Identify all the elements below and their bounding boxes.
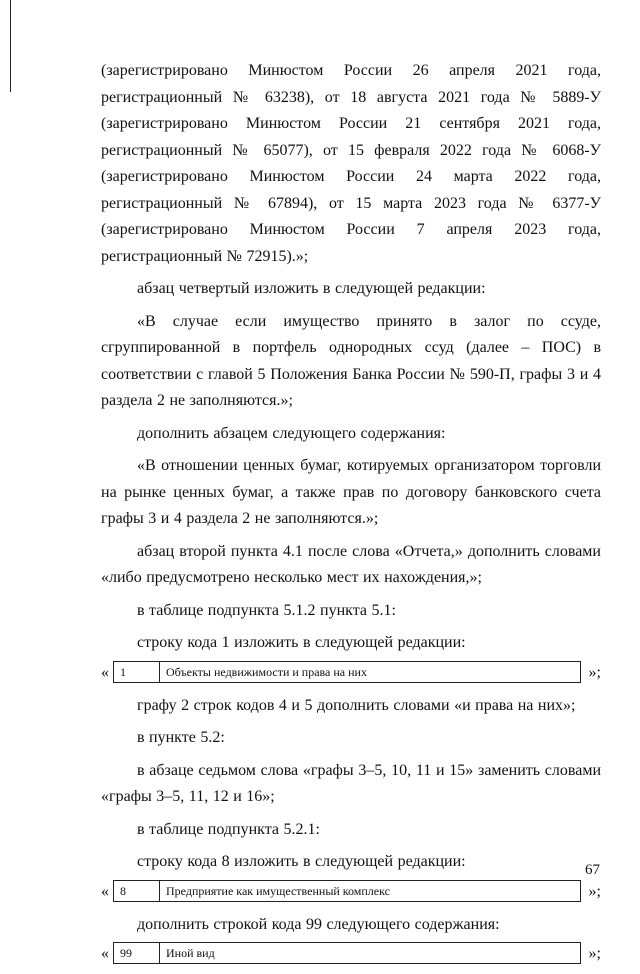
quote-close: »;: [588, 945, 601, 962]
paragraph-9: графу 2 строк кодов 4 и 5 дополнить словами «и права на них»;: [137, 696, 576, 714]
paragraph-10: в пункте 5.2:: [137, 729, 225, 746]
paragraph-3: «В случае если имущество принято в залог по ссуде, сгруппированной в портфель однородных ссуд (далее – ПОС) в соответствии с главой 5 Положения Банка России № 590-П, графы 3 и 4 раздела 2 не заполняются.»;: [101, 312, 601, 409]
paragraph-1: (зарегистрировано Минюстом России 26 апреля 2021 года, регистрационный № 63238), от 18 августа 2021 года № 5889-У (зарегистрировано Минюстом России 21 сентября 2021 года, регистрационный № 65077), от 15 февраля 2022 года № 6068-У (зарегистрировано Минюстом России 24 марта 2022 года, регистрационный № 67894), от 15 марта 2023 года № 6377-У (зарегистрировано Минюстом России 7 апреля 2023 года, регистрационный № 72915).»;: [101, 62, 601, 265]
quote-open: «: [101, 882, 109, 900]
quote-close: »;: [588, 882, 601, 900]
table-row-box: [113, 880, 581, 902]
table-cell-name: Иной вид: [166, 946, 215, 960]
paragraph-2: абзац четвертый изложить в следующей редакции:: [137, 280, 486, 297]
table-cell-name: Объекты недвижимости и права на них: [166, 664, 367, 679]
table-cell-code: 8: [114, 881, 160, 901]
table-cell-code: 1: [114, 662, 160, 682]
table-row: [101, 942, 601, 968]
paragraph-11: в абзаце седьмом слова «графы 3–5, 10, 11 и 15» заменить словами «графы 3–5, 11, 12 и 16»;: [101, 761, 601, 805]
quote-open: «: [101, 945, 109, 962]
document-page: [101, 58, 601, 974]
paragraph-12: в таблице подпункта 5.2.1:: [137, 820, 320, 838]
paragraph-8: строку кода 1 изложить в следующей редакции:: [137, 634, 466, 651]
paragraph-14: дополнить строкой кода 99 следующего содержания:: [137, 915, 500, 933]
table-cell-code: 99: [114, 943, 160, 963]
table-row-box: [113, 661, 581, 683]
page-number: 67: [585, 862, 600, 878]
table-cell-name: Предприятие как имущественный комплекс: [166, 883, 390, 898]
paragraph-7: в таблице подпункта 5.1.2 пункта 5.1:: [137, 601, 396, 619]
quote-close: »;: [588, 663, 601, 681]
margin-rule: [10, 0, 11, 92]
paragraph-4: дополнить абзацем следующего содержания:: [137, 424, 446, 442]
table-row: [101, 880, 601, 906]
table-row: [101, 661, 601, 687]
paragraph-6: абзац второй пункта 4.1 после слова «Отчета,» дополнить словами «либо предусмотрено несколько мест их нахождения,»;: [101, 542, 601, 586]
paragraph-13: строку кода 8 изложить в следующей редакции:: [137, 853, 466, 870]
paragraph-5: «В отношении ценных бумаг, котируемых организатором торговли на рынке ценных бумаг, а также прав по договору банковского счета графы 3 и 4 раздела 2 не заполняются.»;: [101, 457, 601, 527]
quote-open: «: [101, 663, 109, 681]
table-row-box: [113, 942, 581, 964]
